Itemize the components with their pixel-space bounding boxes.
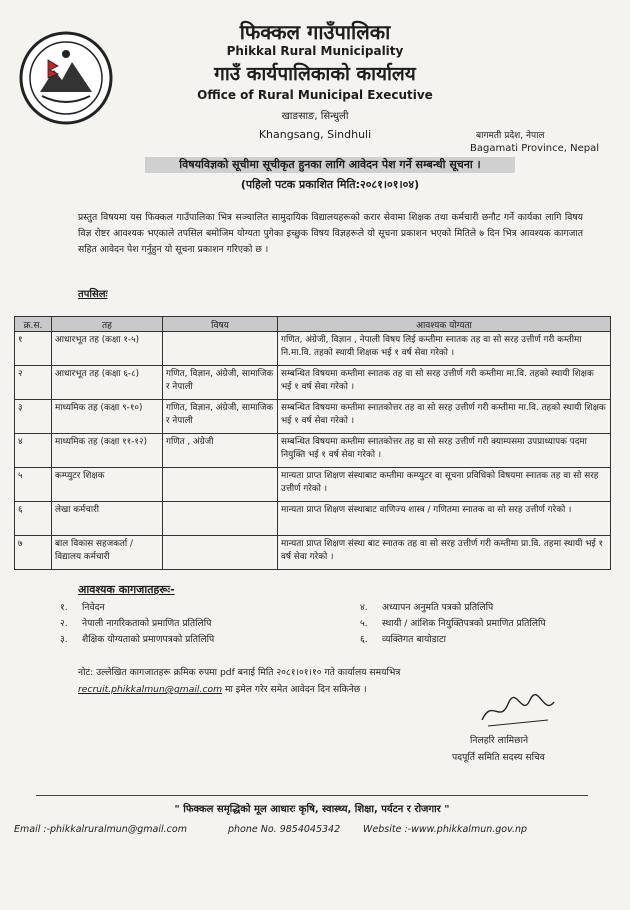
cell-subject: गणित, विज्ञान, अंग्रेजी, सामाजिक र नेपाली [163,400,278,434]
list-item [60,600,214,616]
footer-divider [36,795,588,796]
documents-list-right [360,600,546,648]
item-text: स्थायी / आंशिक नियुक्तिपत्रको प्रमाणित प्रतिलिपि [382,618,546,629]
cell-sn: १ [15,332,52,366]
item-number: ६. [360,634,368,645]
item-number: ४. [360,602,368,613]
recruit-email-link[interactable]: recruit.phikkalmun@gmail.com [78,684,223,695]
cell-level: आधारभूत तह (कक्षा ६-८) [52,366,163,400]
footer-slogan: " फिक्कल समृद्धिको मूल आधारः कृषि, स्वास्थ्य, शिक्षा, पर्यटन र रोजगार " [174,804,450,815]
table-row [15,332,611,366]
cell-level: आधारभूत तह (कक्षा १-५) [52,332,163,366]
table-row [15,434,611,468]
cell-sn: २ [15,366,52,400]
cell-level: माध्यमिक तह (कक्षा ११-१२) [52,434,163,468]
notice-title: विषयविज्ञको सूचीमा सूचीकृत हुनका लागि आवेदन पेश गर्ने सम्बन्धी सूचना । [145,157,515,173]
note-text-2: मा इमेल गरेर समेत आवेदन दिन सकिनेछ । [224,684,367,695]
cell-qualification: मान्यता प्राप्त शिक्षण संस्थाबाट कम्तीमा कम्प्युटर वा सूचना प्रविधिको विषयमा स्नातक तह वा सो सरह उत्तीर्ण गरेको । [278,468,611,502]
footer-website[interactable]: Website :-www.phikkalmun.gov.np [363,824,528,835]
cell-sn: ४ [15,434,52,468]
item-text: नेपाली नागरिकताको प्रमाणित प्रतिलिपि [82,618,212,629]
table-header-row [15,317,611,332]
signature-scribble [478,690,558,730]
cell-qualification: सम्बन्धित विषयमा कम्तीमा स्नातक तह वा सो सरह उत्तीर्ण गरी कम्तीमा मा.वि. तहको स्थायी शिक्षक भई १ वर्ष सेवा गरेको । [278,366,611,400]
list-item [360,616,546,632]
province-np: बागमती प्रदेश, नेपाल [476,131,545,141]
location-np: खाङसाङ, सिन्धुली [281,111,349,122]
item-number: ५. [360,618,368,629]
cell-level: माध्यमिक तह (कक्षा ९-१०) [52,400,163,434]
cell-subject [163,332,278,366]
table-row [15,468,611,502]
qualification-table [14,316,611,570]
cell-level: बाल विकास सहजकर्ता / विद्यालय कर्मचारी [52,536,163,570]
cell-level: लेखा कर्मचारी [52,502,163,536]
cell-sn: ५ [15,468,52,502]
municipality-name-en: Phikkal Rural Municipality [226,44,404,58]
col-header-level: तह [52,317,163,332]
table-row [15,366,611,400]
cell-sn: ६ [15,502,52,536]
item-number: १. [60,602,68,613]
office-name-en: Office of Rural Municipal Executive [197,88,433,102]
col-header-sn: क्र.स. [15,317,52,332]
item-number: २. [60,618,68,629]
municipality-name-np: फिक्कल गाउँपालिका [239,20,391,44]
publish-date: (पहिलो पटक प्रकाशित मिति:२०८१।०१।०४) [240,178,420,191]
cell-qualification: मान्यता प्राप्त शिक्षण संस्था बाट स्नातक तह वा सो सरह उत्तीर्ण गरी कम्तीमा प्रा.वि. तहमा स्थायी भई १ वर्ष सेवा गरेको । [278,536,611,570]
list-item [60,616,214,632]
cell-subject [163,536,278,570]
office-name-np: गाउँ कार्यपालिकाको कार्यालय [214,63,416,85]
item-text: अध्यापन अनुमति पत्रको प्रतिलिपि [382,602,494,613]
table-row [15,536,611,570]
intro-paragraph: प्रस्तुत विषयमा यस फिक्कल गाउँपालिका भित्र सञ्चालित सामुदायिक विद्यालयहरूको करार सेवामा शिक्षक तथा कर्मचारी छनौट गर्ने कार्यका लागि विषय विज्ञ रोष्टर आवश्यक भएकाले तपसिल बमोजिम योग्यता पुगेका इच्छुक विषय विज्ञहरूले यो सूचना प्रकाशन भएको मितिले ७ दिन भित्र आवश्यक कागजात सहित आवेदन पेश गर्नुहुन यो सूचना प्रकाशन गरिएको छ । [78,212,583,255]
cell-qualification: सम्बन्धित विषयमा कम्तीमा स्नातकोत्तर तह वा सो सरह उत्तीर्ण गरी कम्तीमा मा.वि. तहको स्थायी शिक्षक भई १ वर्ष सेवा गरेको । [278,400,611,434]
signatory-title: पदपूर्ति समिति सदस्य सचिव [452,752,545,763]
documents-heading: आवश्यक कागजातहरूः- [78,583,175,596]
province-en: Bagamati Province, Nepal [470,143,600,154]
item-text: निवेदन [82,602,105,613]
cell-subject: गणित, विज्ञान, अंग्रेजी, सामाजिक र नेपाली [163,366,278,400]
signatory-name: निलहरि लामिछाने [470,735,529,746]
cell-subject [163,468,278,502]
col-header-subject: विषय [163,317,278,332]
list-item [360,600,546,616]
location-en: Khangsang, Sindhuli [258,128,372,141]
col-header-qualification: आवश्यक योग्यता [278,317,611,332]
item-text: व्यक्तिगत बायोडाटा [382,634,446,645]
cell-subject: गणित , अंग्रेजी [163,434,278,468]
cell-qualification: सम्बन्धित विषयमा कम्तीमा स्नातकोत्तर तह वा सो सरह उत्तीर्ण गरी क्याम्पसमा उपप्राध्यापक पदमा नियुक्ति भई १ वर्ष सेवा गरेको । [278,434,611,468]
cell-sn: ३ [15,400,52,434]
item-number: ३. [60,634,68,645]
cell-subject [163,502,278,536]
municipality-emblem-icon [18,30,114,126]
cell-level: कम्प्युटर शिक्षक [52,468,163,502]
documents-list-left [60,600,214,648]
footer-email[interactable]: Email :-phikkalruralmun@gmail.com [14,824,187,835]
item-text: शैक्षिक योग्यताको प्रमाणपत्रको प्रतिलिपि [82,634,215,645]
list-item [60,632,214,648]
details-heading: तपसिलः [78,289,108,300]
cell-qualification: गणित, अंग्रेजी, विज्ञान , नेपाली विषय लिई कम्तीमा स्नातक तह वा सो सरह उत्तीर्ण गरी कम्तीमा नि.मा.वि. तहको स्थायी शिक्षक भई १ वर्ष सेवा गरेको । [278,332,611,366]
table-row [15,400,611,434]
cell-qualification: मान्यता प्राप्त शिक्षण संस्थाबाट वाणिज्य शास्त्र / गणितमा स्नातक वा सो सरह उत्तीर्ण गरेको । [278,502,611,536]
footer-phone: phone No. 9854045342 [228,824,341,835]
list-item [360,632,546,648]
table-row [15,502,611,536]
note-text: नोट: उल्लेखित कागजातहरू क्रमिक रुपमा pdf बनाई मिति २०८१।०१।१० गते कार्यालय समयभित्र [78,667,401,678]
cell-sn: ७ [15,536,52,570]
